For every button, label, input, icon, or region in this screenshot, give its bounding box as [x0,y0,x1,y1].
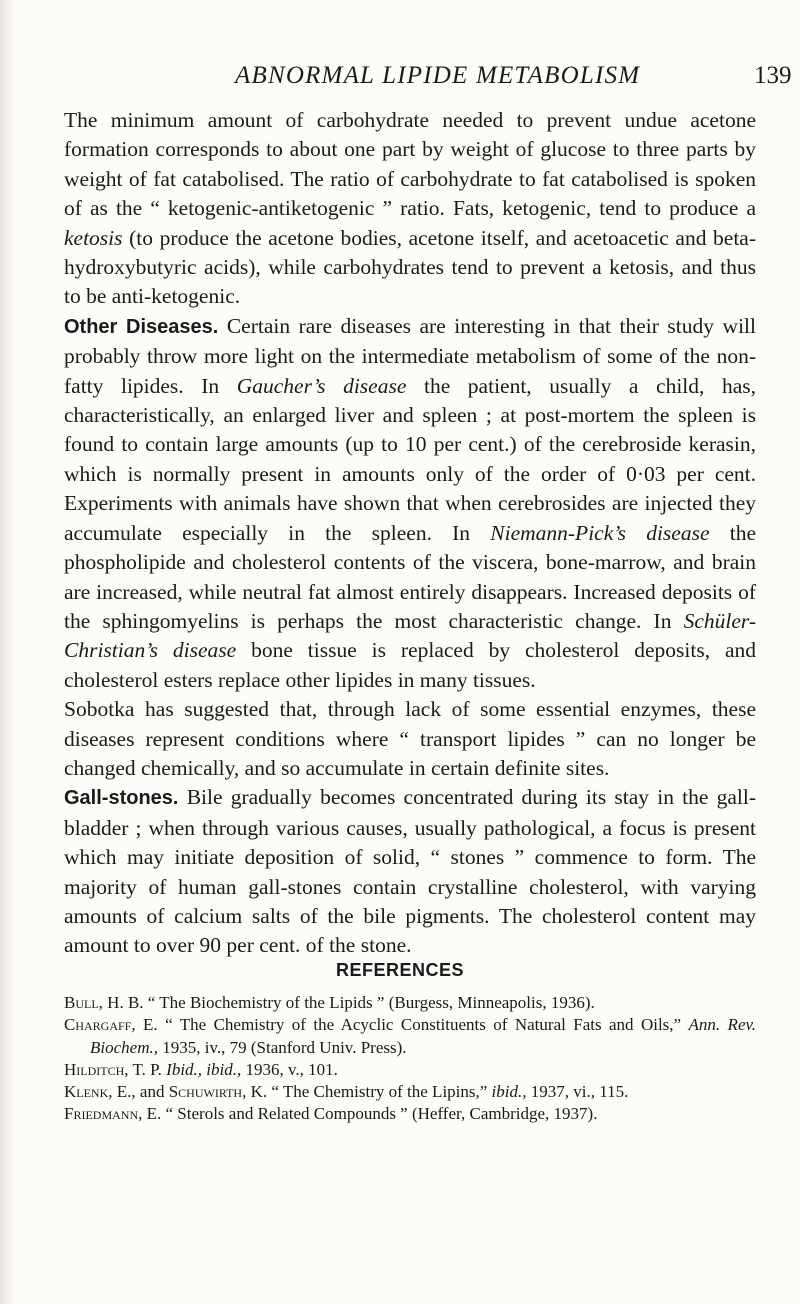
ref-author: Schuwirth, K. [168,1082,268,1102]
ref-text: 1936, v., 101. [245,1059,338,1079]
ref-journal: ibid., [491,1082,527,1102]
text-run: the patient, usually a child, has, characteristically, an enlarged liver and spleen ; at post-mortem the spleen is found to contain large amounts (up to 10 per cent.) of the cerebroside kerasin, which is normally present in amounts only of the order of 0·03 per cent. Experiments with animals have shown that when cerebrosides are injected they accumulate especially in the spleen. In [64,373,757,545]
ref-text: “ The Chemistry of the Acyclic Constituents of Natural Fats and Oils,” [165,1015,682,1035]
italic-term-niemann-pick: Niemann-Pick’s disease [490,520,710,545]
ref-journal: Ann. Rev. Biochem., [90,1015,757,1057]
ref-text: “ Sterols and Related Compounds ” (Heffer, Cambridge, 1937). [165,1104,598,1124]
paragraph-gall-stones [64,783,756,960]
section-heading-other-diseases: Other Diseases. [64,315,219,338]
italic-term-ketosis: ketosis [64,225,123,250]
references-list [64,992,756,1126]
page-number: 139 [754,62,792,89]
reference-item [64,992,756,1014]
ref-text: “ The Chemistry of the Lipins,” [271,1082,488,1102]
ref-author: Bull, H. B. [64,993,144,1012]
paragraph-other-diseases [64,312,756,695]
text-run: bone tissue is replaced by cholesterol deposits, and cholesterol esters replace other lipides in many tissues. [64,638,757,692]
reference-item [64,1103,756,1125]
reference-item [64,1014,756,1059]
ref-text: and [139,1082,165,1102]
text-run: The minimum amount of carbohydrate needed to prevent undue acetone formation corresponds to about one part by weight of glucose to three parts by weight of fat catabolised. The ratio of carbohydrate to fat catabolised is spoken of as the “ ketogenic-antiketogenic ” ratio. Fats, ketogenic, tend to produce a [64,108,756,221]
reference-item [64,1059,756,1081]
running-head: ABNORMAL LIPIDE METABOLISM [235,62,641,89]
paragraph-ketogenic [64,106,756,312]
ref-author: Chargaff, E. [64,1015,158,1035]
ref-author: Klenk, E., [64,1082,136,1102]
ref-author: Friedmann, E. [64,1104,162,1124]
page-edge-shadow [0,0,14,1304]
italic-term-gaucher: Gaucher’s disease [236,373,407,398]
body-text [64,106,756,961]
ref-author: Hilditch, T. P. [64,1059,162,1079]
reference-item [64,1081,756,1103]
references-title: REFERENCES [335,960,465,980]
text-run: Certain rare diseases are interesting in that their study will probably throw more light on the intermediate metabolism of some of the non-fatty lipides. In [64,313,756,398]
text-run: the phospholipide and cholesterol contents of the viscera, bone-marrow, and brain are increased, while neutral fat almost entirely disappears. Increased deposits of the sphingomyelins is perhaps the most characteristic change. In [64,520,756,633]
ref-text: 1937, vi., 115. [530,1082,629,1102]
section-heading-gall-stones: Gall-stones. [64,787,179,810]
ref-text: 1935, iv., 79 (Stanford Univ. Press). [162,1037,407,1057]
ref-journal: Ibid., ibid., [166,1059,242,1079]
ref-text: “ The Biochemistry of the Lipids ” (Burgess, Minneapolis, 1936). [147,993,595,1012]
italic-term-schuller-christian: Schüler-Christian’s disease [64,608,756,663]
text-run: Bile gradually becomes concentrated during its stay in the gall-bladder ; when through various causes, usually pathological, a focus is present which may initiate deposition of solid, “ stones ” commence to form. The majority of human gall-stones contain crystalline cholesterol, with varying amounts of calcium salts of the bile pigments. The cholesterol content may amount to over 90 per cent. of the stone. [64,785,757,958]
text-run: (to produce the acetone bodies, acetone itself, and acetoacetic and beta-hydroxybutyric acids), while carbohydrates tend to prevent a ketosis, and thus to be anti-ketogenic. [64,225,756,309]
paragraph-sobotka: Sobotka has suggested that, through lack of some essential enzymes, these diseases represent conditions where “ transport lipides ” can no longer be changed chemically, and so accumulate in certain definite sites. [64,697,756,780]
